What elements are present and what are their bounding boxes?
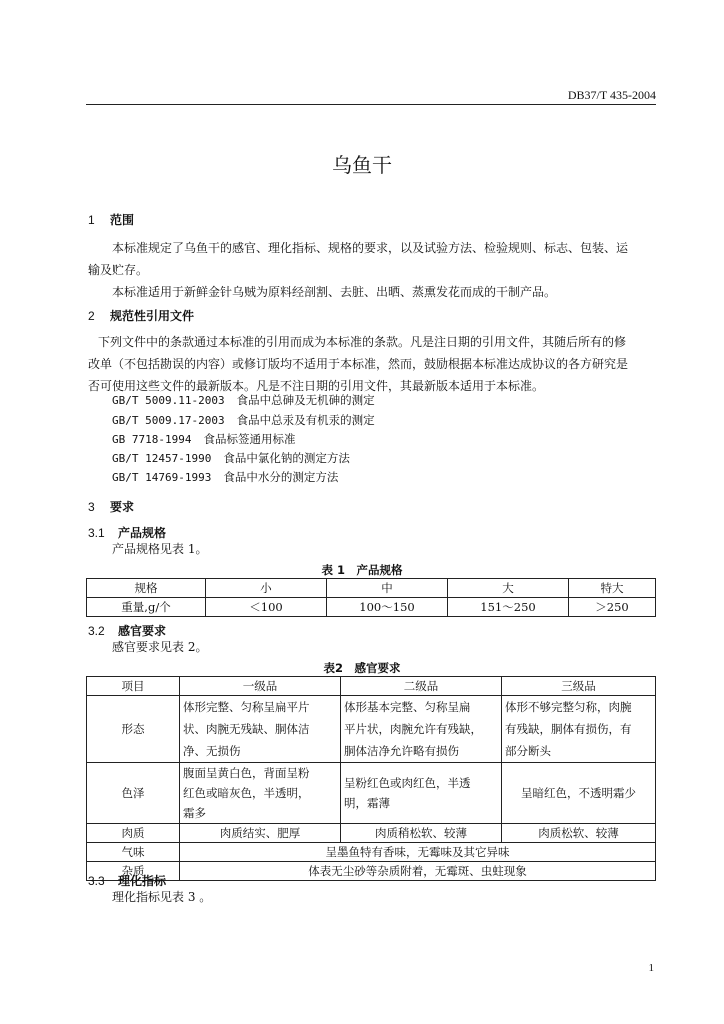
reference-code: GB/T 5009.11-2003 [112,394,225,407]
table-cell [180,696,341,763]
table-cell: 151～250 [448,598,569,617]
paragraph-line: 否可使用这些文件的最新版本。凡是不注日期的引用文件，其最新版本适用于本标准。 [88,379,545,393]
section-title: 规范性引用文件 [110,309,195,323]
table-cell: 呈墨鱼特有香味，无霉味及其它异味 [180,843,656,862]
paragraph-line: 改单（不包括勘误的内容）或修订版均不适用于本标准，然而，鼓励根据本标准达成协议的各方研究是 [88,357,629,371]
table-cell [502,763,656,824]
table-product-spec [86,578,656,617]
section-1-heading [88,211,134,228]
paragraph-line: 输及贮存。 [88,263,149,277]
section-2-heading [88,307,194,324]
table-header-row [87,677,656,696]
section-number: 2 [88,309,95,323]
table-row [87,763,656,824]
table-cell [341,763,502,824]
table-1-caption: 表 1 产品规格 [321,563,403,577]
table-cell [180,763,341,824]
reference-item [112,469,338,485]
table-header-cell: 小 [206,579,327,598]
reference-code: GB/T 14769-1993 [112,471,212,484]
table-header-cell: 中 [327,579,448,598]
cell-line: 部分断头 [505,744,551,758]
table-row [87,862,656,881]
subsection-title: 产品规格 [118,526,167,540]
table-2-caption: 表2 感官要求 [323,661,401,675]
cell-line: 腹面呈黄白色，背面呈粉 [183,766,310,780]
table-cell: 100～150 [327,598,448,617]
table-row [87,598,656,617]
table-row [87,824,656,843]
table-cell: 体表无尘砂等杂质附着，无霉斑、虫蛀现象 [180,862,656,881]
reference-name: 食品中总砷及无机砷的测定 [236,393,375,407]
paragraph-line: 理化指标见表 3 。 [112,890,212,904]
table-header-cell: 三级品 [502,677,656,696]
paragraph-line: 感官要求见表 2。 [112,640,208,654]
table-header-cell: 规格 [87,579,206,598]
section-title: 要求 [110,500,135,514]
reference-item [112,450,350,466]
cell-line: 平片状，肉腕允许有残缺， [344,722,482,736]
reference-code: GB 7718-1994 [112,433,192,446]
header-rule [86,104,656,105]
reference-item [112,392,375,408]
table-cell: ＜100 [206,598,327,617]
table-header-cell: 二级品 [341,677,502,696]
paragraph-line: 下列文件中的条款通过本标准的引用而成为本标准的条款。凡是注日期的引用文件，其随后所有的修 [98,335,627,349]
cell-line: 状、肉腕无残缺、胴体洁 [183,722,310,736]
table-header-cell: 一级品 [180,677,341,696]
cell-line: 有残缺，胴体有损伤，有 [505,722,632,736]
cell-line: 胴体洁净允许略有损伤 [344,744,459,758]
reference-code: GB/T 5009.17-2003 [112,414,225,427]
table-header-row [87,579,656,598]
standard-code: DB37/T 435-2004 [567,88,656,102]
section-title: 范围 [110,213,135,227]
table-row [87,843,656,862]
cell-line: 体形基本完整、匀称呈扁 [344,700,471,714]
cell-line: 呈暗红色，不透明霜少 [521,786,636,800]
cell-line: 红色或暗灰色，半透明， [183,786,310,800]
reference-item [112,412,375,428]
section-number: 1 [88,213,95,227]
table-row [87,696,656,763]
subsection-title: 感官要求 [118,624,167,638]
reference-name: 食品标签通用标准 [203,432,296,446]
subsection-number: 3.1 [88,526,105,540]
reference-name: 食品中总汞及有机汞的测定 [236,413,375,427]
table-cell [502,696,656,763]
table-cell-label: 气味 [87,843,180,862]
cell-line: 净、无损伤 [183,744,241,758]
paragraph-line: 本标准规定了乌鱼干的感官、理化指标、规格的要求，以及试验方法、检验规则、标志、包装、运 [112,241,629,255]
table-cell: ＞250 [569,598,656,617]
section-3-heading [88,498,134,515]
table-cell-label: 杂质 [87,862,180,881]
cell-line: 体形完整、匀称呈扁平片 [183,700,310,714]
subsection-number: 3.2 [88,624,105,638]
paragraph-line: 本标准适用于新鲜金针乌贼为原料经剖割、去脏、出晒、蒸熏发花而成的干制产品。 [112,285,557,299]
cell-line: 明，霜薄 [344,796,390,810]
reference-name: 食品中水分的测定方法 [223,470,339,484]
table-header-cell: 项目 [87,677,180,696]
section-number: 3 [88,500,95,514]
table-header-cell: 特大 [569,579,656,598]
table-cell-label: 色泽 [87,763,180,824]
table-cell: 肉质松软、较薄 [502,824,656,843]
page-number: 1 [648,962,654,974]
table-header-cell: 大 [448,579,569,598]
reference-name: 食品中氯化钠的测定方法 [223,451,350,465]
reference-item [112,431,295,447]
table-cell: 肉质结实、肥厚 [180,824,341,843]
subsection-title: 理化指标 [118,874,167,888]
subsection-number: 3.3 [88,874,105,888]
table-cell-label: 肉质 [87,824,180,843]
paragraph-line: 产品规格见表 1。 [112,542,208,556]
table-cell: 肉质稍松软、较薄 [341,824,502,843]
table-cell-label: 形态 [87,696,180,763]
reference-code: GB/T 12457-1990 [112,452,212,465]
table-sensory-requirements [86,676,656,881]
table-cell [341,696,502,763]
cell-line: 呈粉红色或肉红色，半透 [344,776,471,790]
cell-line: 霜多 [183,806,206,820]
page-title: 乌鱼干 [332,153,392,177]
cell-line: 体形不够完整匀称，肉腕 [505,700,632,714]
table-cell: 重量,g/个 [87,598,206,617]
